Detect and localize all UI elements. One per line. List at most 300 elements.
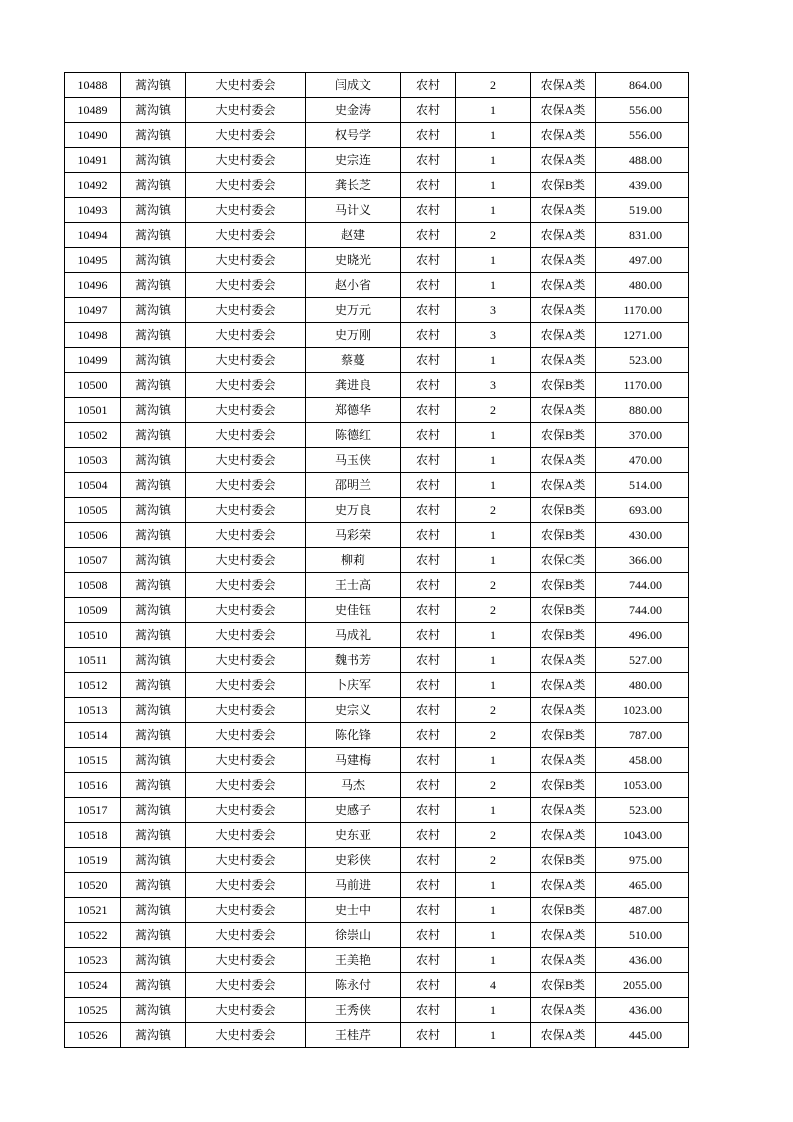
cell-count: 1	[456, 548, 531, 573]
table-row	[65, 748, 689, 773]
cell-id: 10515	[65, 748, 121, 773]
cell-name: 史万元	[306, 298, 401, 323]
cell-id: 10491	[65, 148, 121, 173]
cell-village: 大史村委会	[186, 698, 306, 723]
cell-town: 蒿沟镇	[121, 348, 186, 373]
table-row	[65, 248, 689, 273]
cell-type: 农村	[401, 598, 456, 623]
table-row	[65, 973, 689, 998]
cell-id: 10512	[65, 673, 121, 698]
cell-type: 农村	[401, 523, 456, 548]
cell-name: 蔡蔓	[306, 348, 401, 373]
cell-amount: 510.00	[596, 923, 689, 948]
cell-amount: 445.00	[596, 1023, 689, 1048]
cell-type: 农村	[401, 723, 456, 748]
table-row	[65, 623, 689, 648]
cell-category: 农保A类	[531, 998, 596, 1023]
beneficiary-table	[64, 72, 689, 1048]
cell-village: 大史村委会	[186, 148, 306, 173]
cell-count: 2	[456, 73, 531, 98]
cell-count: 2	[456, 498, 531, 523]
cell-town: 蒿沟镇	[121, 798, 186, 823]
cell-name: 史彩侠	[306, 848, 401, 873]
table-row	[65, 923, 689, 948]
cell-category: 农保A类	[531, 323, 596, 348]
cell-category: 农保A类	[531, 198, 596, 223]
cell-name: 徐崇山	[306, 923, 401, 948]
cell-name: 史东亚	[306, 823, 401, 848]
cell-amount: 465.00	[596, 873, 689, 898]
cell-village: 大史村委会	[186, 648, 306, 673]
cell-town: 蒿沟镇	[121, 848, 186, 873]
cell-category: 农保B类	[531, 848, 596, 873]
cell-name: 史万良	[306, 498, 401, 523]
cell-type: 农村	[401, 298, 456, 323]
cell-id: 10501	[65, 398, 121, 423]
cell-amount: 1023.00	[596, 698, 689, 723]
cell-category: 农保A类	[531, 398, 596, 423]
cell-count: 2	[456, 398, 531, 423]
cell-type: 农村	[401, 423, 456, 448]
cell-id: 10500	[65, 373, 121, 398]
cell-count: 2	[456, 823, 531, 848]
cell-name: 史宗义	[306, 698, 401, 723]
cell-amount: 787.00	[596, 723, 689, 748]
cell-amount: 436.00	[596, 948, 689, 973]
cell-name: 史士中	[306, 898, 401, 923]
cell-type: 农村	[401, 273, 456, 298]
cell-name: 马成礼	[306, 623, 401, 648]
cell-name: 卜庆军	[306, 673, 401, 698]
table-row	[65, 298, 689, 323]
table-row	[65, 373, 689, 398]
cell-id: 10518	[65, 823, 121, 848]
cell-type: 农村	[401, 748, 456, 773]
cell-amount: 1170.00	[596, 298, 689, 323]
cell-village: 大史村委会	[186, 398, 306, 423]
cell-count: 1	[456, 123, 531, 148]
cell-town: 蒿沟镇	[121, 73, 186, 98]
cell-town: 蒿沟镇	[121, 648, 186, 673]
cell-category: 农保A类	[531, 923, 596, 948]
cell-town: 蒿沟镇	[121, 573, 186, 598]
cell-category: 农保A类	[531, 673, 596, 698]
cell-amount: 744.00	[596, 598, 689, 623]
cell-town: 蒿沟镇	[121, 998, 186, 1023]
cell-village: 大史村委会	[186, 798, 306, 823]
cell-name: 魏书芳	[306, 648, 401, 673]
cell-count: 1	[456, 948, 531, 973]
cell-category: 农保A类	[531, 73, 596, 98]
cell-id: 10506	[65, 523, 121, 548]
cell-id: 10507	[65, 548, 121, 573]
cell-amount: 1053.00	[596, 773, 689, 798]
cell-name: 柳莉	[306, 548, 401, 573]
table-row	[65, 1023, 689, 1048]
cell-village: 大史村委会	[186, 523, 306, 548]
cell-amount: 1170.00	[596, 373, 689, 398]
cell-amount: 744.00	[596, 573, 689, 598]
cell-count: 2	[456, 773, 531, 798]
cell-count: 3	[456, 298, 531, 323]
cell-id: 10522	[65, 923, 121, 948]
cell-count: 1	[456, 1023, 531, 1048]
table-row	[65, 473, 689, 498]
cell-count: 1	[456, 423, 531, 448]
cell-village: 大史村委会	[186, 198, 306, 223]
cell-id: 10514	[65, 723, 121, 748]
cell-town: 蒿沟镇	[121, 623, 186, 648]
cell-name: 马杰	[306, 773, 401, 798]
cell-name: 王秀侠	[306, 998, 401, 1023]
cell-amount: 470.00	[596, 448, 689, 473]
cell-type: 农村	[401, 773, 456, 798]
cell-type: 农村	[401, 498, 456, 523]
cell-name: 王士高	[306, 573, 401, 598]
cell-amount: 370.00	[596, 423, 689, 448]
cell-category: 农保A类	[531, 798, 596, 823]
cell-village: 大史村委会	[186, 173, 306, 198]
cell-id: 10496	[65, 273, 121, 298]
cell-count: 3	[456, 373, 531, 398]
cell-village: 大史村委会	[186, 573, 306, 598]
cell-amount: 430.00	[596, 523, 689, 548]
cell-name: 赵建	[306, 223, 401, 248]
cell-town: 蒿沟镇	[121, 98, 186, 123]
table-row	[65, 423, 689, 448]
cell-amount: 556.00	[596, 98, 689, 123]
cell-type: 农村	[401, 473, 456, 498]
cell-id: 10497	[65, 298, 121, 323]
cell-id: 10508	[65, 573, 121, 598]
table-row	[65, 723, 689, 748]
cell-type: 农村	[401, 923, 456, 948]
cell-amount: 366.00	[596, 548, 689, 573]
cell-id: 10524	[65, 973, 121, 998]
cell-amount: 527.00	[596, 648, 689, 673]
cell-count: 4	[456, 973, 531, 998]
cell-count: 1	[456, 673, 531, 698]
cell-name: 赵小省	[306, 273, 401, 298]
cell-town: 蒿沟镇	[121, 173, 186, 198]
cell-id: 10489	[65, 98, 121, 123]
cell-village: 大史村委会	[186, 998, 306, 1023]
cell-type: 农村	[401, 998, 456, 1023]
cell-id: 10488	[65, 73, 121, 98]
cell-village: 大史村委会	[186, 298, 306, 323]
cell-count: 1	[456, 198, 531, 223]
cell-type: 农村	[401, 323, 456, 348]
cell-town: 蒿沟镇	[121, 598, 186, 623]
cell-id: 10505	[65, 498, 121, 523]
cell-amount: 693.00	[596, 498, 689, 523]
table-row	[65, 948, 689, 973]
cell-town: 蒿沟镇	[121, 398, 186, 423]
table-row	[65, 998, 689, 1023]
cell-amount: 514.00	[596, 473, 689, 498]
cell-type: 农村	[401, 248, 456, 273]
cell-id: 10520	[65, 873, 121, 898]
cell-count: 3	[456, 323, 531, 348]
cell-amount: 480.00	[596, 273, 689, 298]
cell-village: 大史村委会	[186, 123, 306, 148]
cell-category: 农保B类	[531, 973, 596, 998]
cell-category: 农保B类	[531, 498, 596, 523]
cell-village: 大史村委会	[186, 673, 306, 698]
table-row	[65, 73, 689, 98]
table-row	[65, 848, 689, 873]
cell-amount: 488.00	[596, 148, 689, 173]
table-row	[65, 873, 689, 898]
cell-count: 1	[456, 523, 531, 548]
cell-village: 大史村委会	[186, 248, 306, 273]
cell-name: 史金涛	[306, 98, 401, 123]
cell-category: 农保A类	[531, 748, 596, 773]
cell-name: 陈德红	[306, 423, 401, 448]
cell-category: 农保C类	[531, 548, 596, 573]
cell-id: 10521	[65, 898, 121, 923]
cell-amount: 439.00	[596, 173, 689, 198]
cell-type: 农村	[401, 623, 456, 648]
cell-village: 大史村委会	[186, 498, 306, 523]
cell-type: 农村	[401, 173, 456, 198]
table-row	[65, 448, 689, 473]
cell-town: 蒿沟镇	[121, 298, 186, 323]
table-row	[65, 273, 689, 298]
cell-id: 10513	[65, 698, 121, 723]
cell-count: 1	[456, 873, 531, 898]
cell-name: 王美艳	[306, 948, 401, 973]
cell-id: 10494	[65, 223, 121, 248]
cell-category: 农保A类	[531, 248, 596, 273]
cell-name: 权号学	[306, 123, 401, 148]
cell-count: 1	[456, 623, 531, 648]
cell-village: 大史村委会	[186, 73, 306, 98]
cell-type: 农村	[401, 1023, 456, 1048]
cell-type: 农村	[401, 648, 456, 673]
cell-count: 1	[456, 473, 531, 498]
cell-amount: 458.00	[596, 748, 689, 773]
cell-category: 农保B类	[531, 598, 596, 623]
cell-count: 1	[456, 248, 531, 273]
cell-name: 闫成文	[306, 73, 401, 98]
cell-name: 马彩荣	[306, 523, 401, 548]
cell-village: 大史村委会	[186, 548, 306, 573]
cell-category: 农保B类	[531, 773, 596, 798]
cell-count: 1	[456, 173, 531, 198]
cell-name: 史佳钰	[306, 598, 401, 623]
cell-name: 史晓光	[306, 248, 401, 273]
cell-town: 蒿沟镇	[121, 923, 186, 948]
cell-category: 农保B类	[531, 723, 596, 748]
cell-village: 大史村委会	[186, 223, 306, 248]
cell-id: 10493	[65, 198, 121, 223]
cell-category: 农保A类	[531, 298, 596, 323]
cell-category: 农保A类	[531, 648, 596, 673]
cell-category: 农保A类	[531, 98, 596, 123]
cell-village: 大史村委会	[186, 273, 306, 298]
cell-village: 大史村委会	[186, 98, 306, 123]
cell-type: 农村	[401, 448, 456, 473]
cell-category: 农保A类	[531, 698, 596, 723]
cell-village: 大史村委会	[186, 973, 306, 998]
table-row	[65, 898, 689, 923]
cell-town: 蒿沟镇	[121, 823, 186, 848]
cell-id: 10503	[65, 448, 121, 473]
cell-id: 10495	[65, 248, 121, 273]
table-row	[65, 548, 689, 573]
cell-type: 农村	[401, 123, 456, 148]
cell-village: 大史村委会	[186, 1023, 306, 1048]
cell-id: 10510	[65, 623, 121, 648]
cell-type: 农村	[401, 73, 456, 98]
cell-amount: 2055.00	[596, 973, 689, 998]
cell-name: 史感子	[306, 798, 401, 823]
table-row	[65, 773, 689, 798]
cell-name: 史宗连	[306, 148, 401, 173]
cell-category: 农保B类	[531, 373, 596, 398]
cell-town: 蒿沟镇	[121, 748, 186, 773]
cell-town: 蒿沟镇	[121, 448, 186, 473]
cell-town: 蒿沟镇	[121, 248, 186, 273]
cell-village: 大史村委会	[186, 423, 306, 448]
table-row	[65, 823, 689, 848]
table-row	[65, 498, 689, 523]
cell-id: 10504	[65, 473, 121, 498]
cell-category: 农保A类	[531, 948, 596, 973]
cell-town: 蒿沟镇	[121, 523, 186, 548]
cell-count: 1	[456, 348, 531, 373]
table-row	[65, 648, 689, 673]
cell-type: 农村	[401, 573, 456, 598]
cell-name: 王桂芹	[306, 1023, 401, 1048]
table-row	[65, 698, 689, 723]
cell-town: 蒿沟镇	[121, 373, 186, 398]
cell-type: 农村	[401, 798, 456, 823]
cell-amount: 880.00	[596, 398, 689, 423]
cell-count: 2	[456, 223, 531, 248]
cell-count: 2	[456, 723, 531, 748]
cell-name: 龚长芝	[306, 173, 401, 198]
cell-town: 蒿沟镇	[121, 123, 186, 148]
cell-amount: 487.00	[596, 898, 689, 923]
cell-town: 蒿沟镇	[121, 273, 186, 298]
cell-id: 10519	[65, 848, 121, 873]
cell-type: 农村	[401, 673, 456, 698]
cell-count: 1	[456, 273, 531, 298]
cell-name: 马计义	[306, 198, 401, 223]
cell-amount: 556.00	[596, 123, 689, 148]
cell-id: 10526	[65, 1023, 121, 1048]
cell-type: 农村	[401, 898, 456, 923]
cell-category: 农保B类	[531, 523, 596, 548]
table-row	[65, 573, 689, 598]
table-row	[65, 598, 689, 623]
cell-amount: 523.00	[596, 798, 689, 823]
cell-count: 1	[456, 648, 531, 673]
cell-name: 邵明兰	[306, 473, 401, 498]
cell-town: 蒿沟镇	[121, 698, 186, 723]
cell-village: 大史村委会	[186, 873, 306, 898]
cell-name: 龚进良	[306, 373, 401, 398]
cell-amount: 497.00	[596, 248, 689, 273]
cell-name: 马前进	[306, 873, 401, 898]
cell-count: 1	[456, 998, 531, 1023]
table-row	[65, 523, 689, 548]
table-row	[65, 398, 689, 423]
cell-village: 大史村委会	[186, 373, 306, 398]
cell-village: 大史村委会	[186, 598, 306, 623]
cell-type: 农村	[401, 973, 456, 998]
table-row	[65, 173, 689, 198]
cell-amount: 480.00	[596, 673, 689, 698]
cell-amount: 523.00	[596, 348, 689, 373]
cell-town: 蒿沟镇	[121, 223, 186, 248]
table-row	[65, 98, 689, 123]
cell-village: 大史村委会	[186, 623, 306, 648]
cell-amount: 1271.00	[596, 323, 689, 348]
cell-amount: 975.00	[596, 848, 689, 873]
table-row	[65, 223, 689, 248]
cell-name: 史万刚	[306, 323, 401, 348]
cell-id: 10511	[65, 648, 121, 673]
table-body	[65, 73, 689, 1048]
cell-category: 农保A类	[531, 448, 596, 473]
cell-count: 2	[456, 698, 531, 723]
cell-village: 大史村委会	[186, 848, 306, 873]
cell-amount: 831.00	[596, 223, 689, 248]
cell-category: 农保B类	[531, 623, 596, 648]
cell-amount: 1043.00	[596, 823, 689, 848]
cell-category: 农保B类	[531, 423, 596, 448]
cell-id: 10516	[65, 773, 121, 798]
cell-count: 2	[456, 573, 531, 598]
cell-category: 农保A类	[531, 348, 596, 373]
cell-type: 农村	[401, 348, 456, 373]
cell-village: 大史村委会	[186, 773, 306, 798]
table-row	[65, 148, 689, 173]
cell-id: 10499	[65, 348, 121, 373]
cell-amount: 864.00	[596, 73, 689, 98]
cell-count: 2	[456, 598, 531, 623]
cell-name: 郑德华	[306, 398, 401, 423]
cell-village: 大史村委会	[186, 923, 306, 948]
cell-type: 农村	[401, 823, 456, 848]
cell-village: 大史村委会	[186, 898, 306, 923]
cell-type: 农村	[401, 398, 456, 423]
cell-id: 10509	[65, 598, 121, 623]
table-row	[65, 348, 689, 373]
cell-name: 马玉侠	[306, 448, 401, 473]
cell-type: 农村	[401, 698, 456, 723]
cell-category: 农保A类	[531, 148, 596, 173]
cell-town: 蒿沟镇	[121, 148, 186, 173]
cell-count: 1	[456, 98, 531, 123]
cell-village: 大史村委会	[186, 748, 306, 773]
cell-id: 10498	[65, 323, 121, 348]
cell-type: 农村	[401, 148, 456, 173]
cell-count: 1	[456, 448, 531, 473]
table-row	[65, 123, 689, 148]
cell-id: 10490	[65, 123, 121, 148]
cell-village: 大史村委会	[186, 948, 306, 973]
cell-amount: 496.00	[596, 623, 689, 648]
table-row	[65, 323, 689, 348]
cell-category: 农保A类	[531, 873, 596, 898]
cell-type: 农村	[401, 848, 456, 873]
cell-count: 1	[456, 798, 531, 823]
cell-town: 蒿沟镇	[121, 773, 186, 798]
